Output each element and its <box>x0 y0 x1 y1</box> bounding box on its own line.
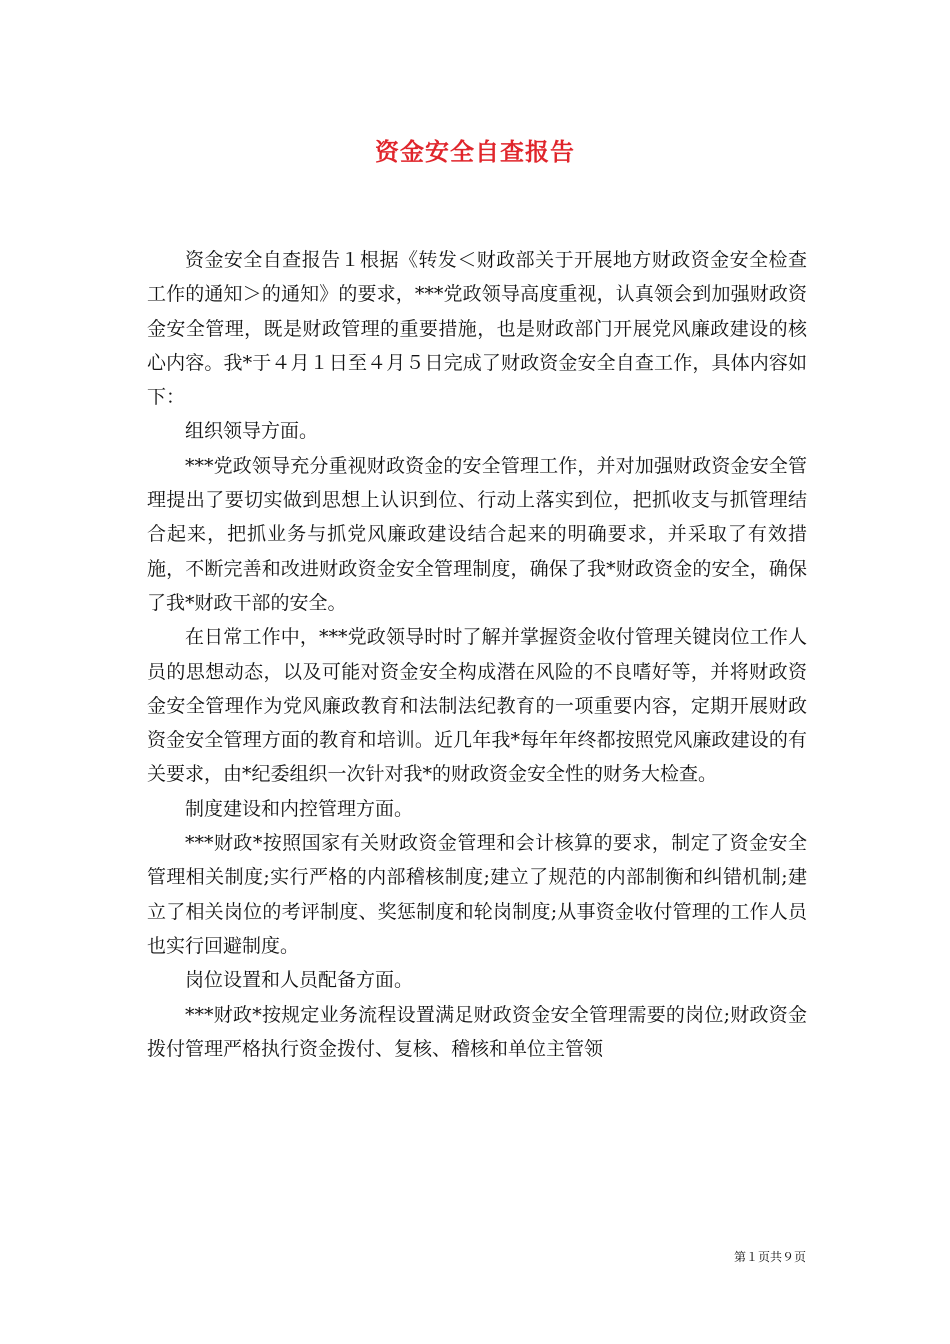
paragraph-positions: ***财政*按规定业务流程设置满足财政资金安全管理需要的岗位;财政资金拨付管理严格执行资金拨付、复核、稽核和单位主管领 <box>147 1003 807 1060</box>
section-heading-positions: 岗位设置和人员配备方面。 <box>185 969 414 992</box>
section-heading-system: 制度建设和内控管理方面。 <box>185 797 414 820</box>
document-title: 资金安全自查报告 <box>375 137 575 166</box>
paragraph-daily-work: 在日常工作中，***党政领导时时了解并掌握资金收付管理关键岗位工作人员的思想动态，以及可能对资金安全构成潜在风险的不良嗜好等，并将财政资金安全管理作为党风廉政教育和法制法纪教育的一项重要内容，定期开展财政资金安全管理方面的教育和培训。近几年我*每年年终都按照党风廉政建设的有关要求，由*纪委组织一次针对我*的财政资金安全性的财务大检查。 <box>147 626 807 786</box>
paragraph-organization: ***党政领导充分重视财政资金的安全管理工作，并对加强财政资金安全管理提出了要切实做到思想上认识到位、行动上落实到位，把抓收支与抓管理结合起来，把抓业务与抓党风廉政建设结合起来的明确要求，并采取了有效措施，不断完善和改进财政资金安全管理制度，确保了我*财政资金的安全，确保了我*财政干部的安全。 <box>147 454 807 614</box>
section-heading-organization: 组织领导方面。 <box>185 420 319 443</box>
paragraph-system: ***财政*按照国家有关财政资金管理和会计核算的要求，制定了资金安全管理相关制度;实行严格的内部稽核制度;建立了规范的内部制衡和纠错机制;建立了相关岗位的考评制度、奖惩制度和轮岗制度;从事资金收付管理的工作人员也实行回避制度。 <box>147 832 807 957</box>
document-body <box>147 243 807 1066</box>
page-number: 第１页共９页 <box>733 1250 806 1264</box>
paragraph-intro: 资金安全自查报告１根据《转发＜财政部关于开展地方财政资金安全检查工作的通知＞的通知》的要求，***党政领导高度重视，认真领会到加强财政资金安全管理，既是财政管理的重要措施，也是财政部门开展党风廉政建设的核心内容。我*于４月１日至４月５日完成了财政资金安全自查工作，具体内容如下： <box>147 249 807 409</box>
